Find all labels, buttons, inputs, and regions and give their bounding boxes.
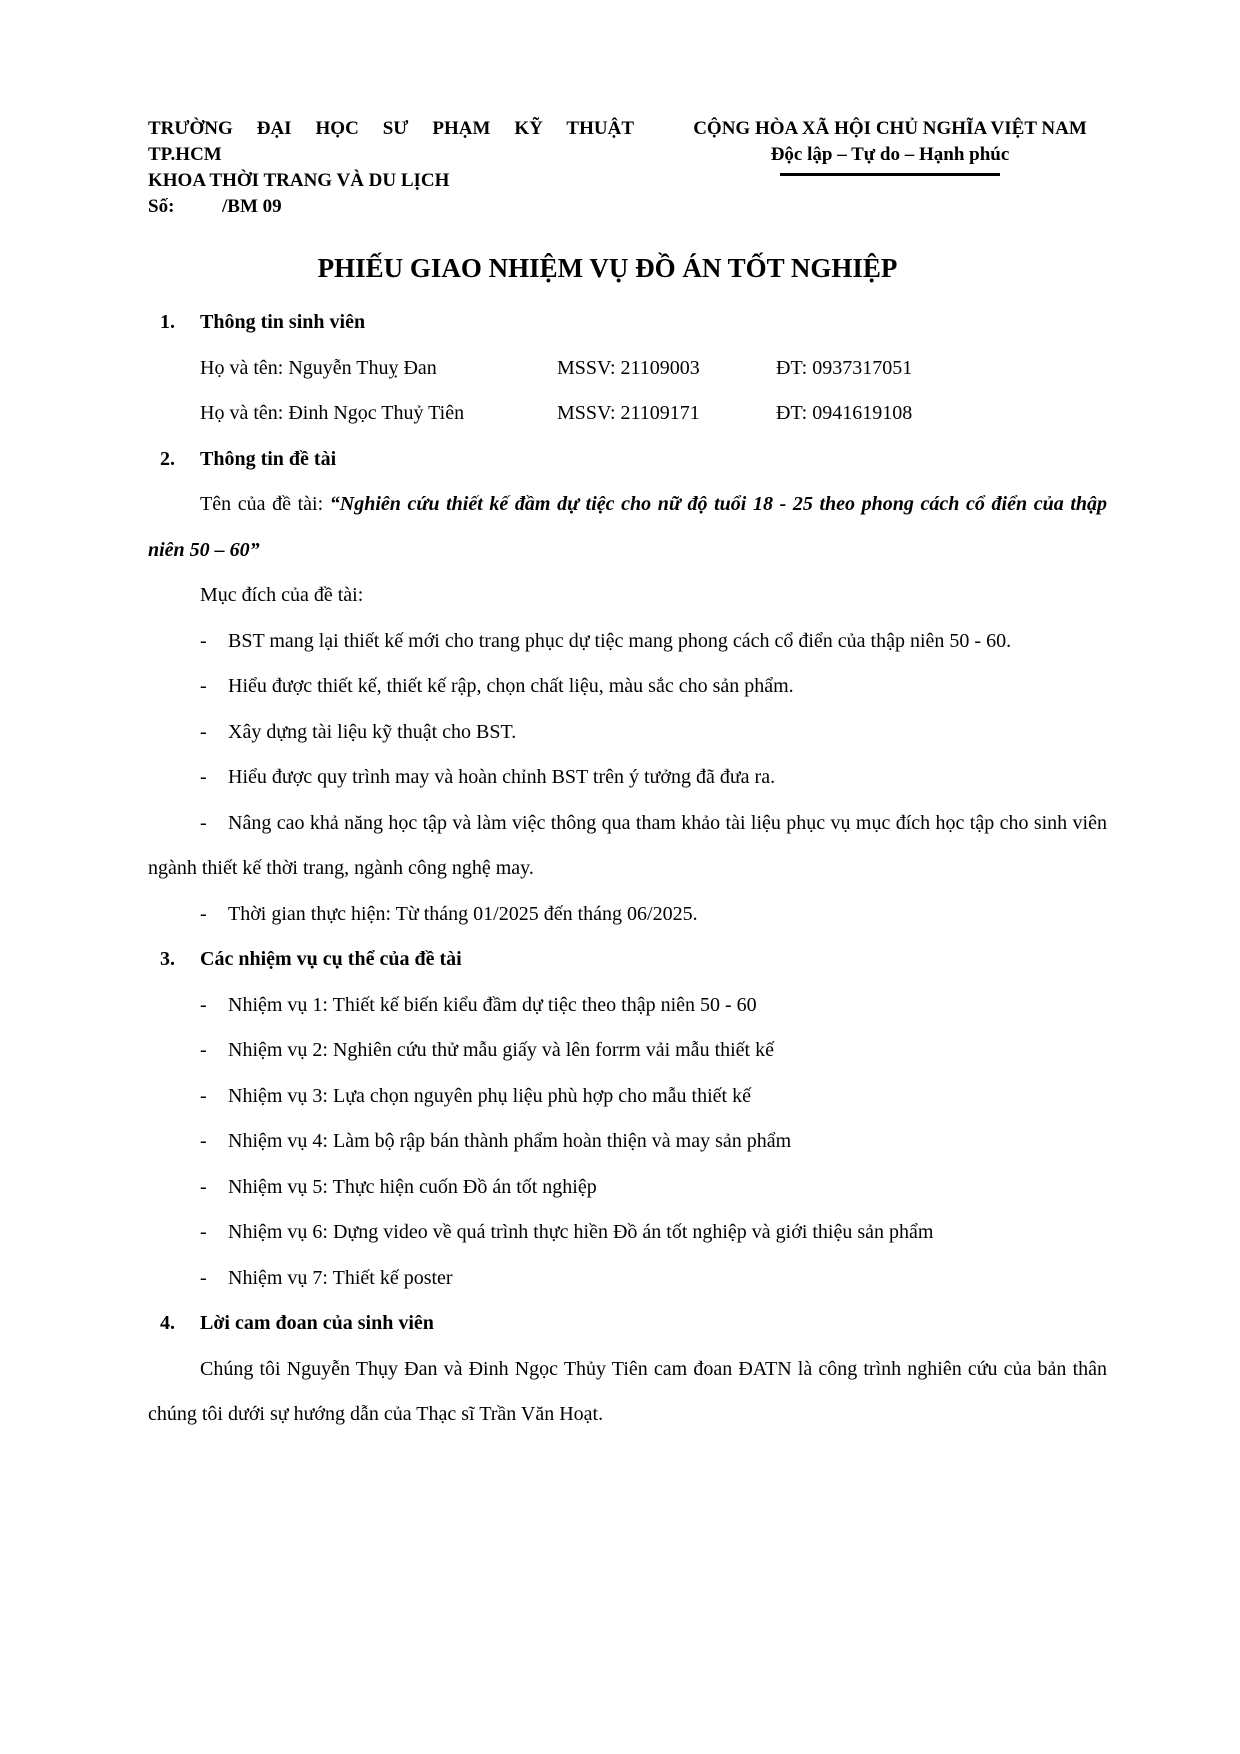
task-item-text: Nhiệm vụ 5: Thực hiện cuốn Đồ án tốt nghiệp [228, 1175, 597, 1198]
section3-number: 3. [160, 948, 175, 970]
bullet-dash: - [200, 993, 207, 1016]
task-item-text: Nhiệm vụ 1: Thiết kế biến kiểu đầm dự tiệc theo thập niên 50 - 60 [228, 993, 757, 1016]
university-name: TRƯỜNG ĐẠI HỌC SƯ PHẠM KỸ THUẬT [148, 118, 634, 139]
student-name-label: Họ và tên: [200, 356, 284, 379]
motto-underline [780, 173, 1000, 176]
task-item [148, 1210, 1107, 1256]
student-name-value: Đinh Ngọc Thuỷ Tiên [288, 402, 465, 424]
task-item-text: Nhiệm vụ 3: Lựa chọn nguyên phụ liệu phù hợp cho mẫu thiết kế [228, 1084, 751, 1107]
header-university-block [148, 116, 634, 220]
student-name [200, 391, 557, 437]
topic-paragraph [148, 482, 1107, 573]
bullet-dash: - [200, 902, 207, 925]
header-national-block [673, 116, 1107, 220]
student-phone-value: 0941619108 [812, 402, 913, 424]
bullet-dash: - [200, 1266, 207, 1289]
section1-number: 1. [160, 311, 175, 333]
section1-heading-label: Thông tin sinh viên [200, 311, 366, 333]
task-item [148, 1074, 1107, 1120]
student-row [148, 346, 1107, 392]
purpose-item [148, 619, 1107, 665]
task-item [148, 1028, 1107, 1074]
student-mssv [557, 391, 776, 437]
document-body [148, 300, 1107, 1438]
document-title: PHIẾU GIAO NHIỆM VỤ ĐỒ ÁN TỐT NGHIỆP [317, 253, 898, 283]
purpose-item-text: Hiểu được quy trình may và hoàn chỉnh BST trên ý tưởng đã đưa ra. [228, 766, 776, 788]
document-header [148, 116, 1107, 220]
faculty-name: KHOA THỜI TRANG VÀ DU LỊCH [148, 170, 450, 191]
section4-heading [148, 1301, 1107, 1347]
purpose-item-text: Nâng cao khả năng học tập và làm việc thông qua tham khảo tài liệu phục vụ mục đích học tập cho sinh viên ngành thiết kế thời trang, ngành công nghệ may. [148, 811, 1107, 879]
national-title: CỘNG HÒA XÃ HỘI CHỦ NGHĨA VIỆT NAM [693, 118, 1087, 139]
section2-number: 2. [160, 447, 175, 470]
section1-heading [148, 300, 1107, 346]
purpose-label: Mục đích của đề tài: [200, 584, 364, 606]
commitment-paragraph: Chúng tôi Nguyễn Thụy Đan và Đinh Ngọc Thủy Tiên cam đoan ĐATN là công trình nghiên cứu của bản thân chúng tôi dưới sự hướng dẫn của Thạc sĩ Trần Văn Hoạt. [148, 1357, 1107, 1425]
bullet-dash: - [200, 720, 207, 743]
student-phone-label: ĐT: [776, 356, 808, 379]
student-row [148, 391, 1107, 437]
task-item [148, 1119, 1107, 1165]
task-item [148, 1256, 1107, 1302]
topic-label: Tên của đề tài: [200, 493, 324, 515]
purpose-item-text: Thời gian thực hiện: Từ tháng 01/2025 đến tháng 06/2025. [228, 902, 698, 925]
university-city: TP.HCM [148, 144, 222, 165]
bullet-dash: - [200, 811, 207, 834]
student-phone [776, 402, 912, 424]
student-phone-value: 0937317051 [812, 356, 913, 379]
student-mssv-value: 21109171 [620, 402, 700, 424]
section2-heading-label: Thông tin đề tài [200, 447, 337, 470]
purpose-item [148, 755, 1107, 801]
student-mssv-label: MSSV: [557, 402, 616, 424]
task-item [148, 1165, 1107, 1211]
form-number-value: /BM 09 [222, 196, 282, 217]
task-item-text: Nhiệm vụ 4: Làm bộ rập bán thành phẩm hoàn thiện và may sản phẩm [228, 1130, 792, 1152]
student-phone-label: ĐT: [776, 402, 808, 424]
student-mssv-value: 21109003 [620, 356, 700, 379]
topic-title: “Nghiên cứu thiết kế đầm dự tiệc cho nữ độ tuổi 18 - 25 theo phong cách cổ điển của thập niên 50 – 60” [148, 493, 1108, 561]
student-name-value: Nguyễn Thuỵ Đan [288, 356, 437, 379]
purpose-item [148, 892, 1107, 938]
national-motto: Độc lập – Tự do – Hạnh phúc [770, 144, 1010, 165]
section2-heading [148, 437, 1107, 483]
bullet-dash: - [200, 1130, 207, 1152]
bullet-dash: - [200, 1084, 207, 1107]
student-mssv [557, 346, 776, 392]
bullet-dash: - [200, 766, 207, 788]
purpose-item [148, 710, 1107, 756]
student-name [200, 346, 557, 392]
bullet-dash: - [200, 629, 207, 652]
purpose-item [148, 664, 1107, 710]
bullet-dash: - [200, 1221, 207, 1243]
purpose-item-text: BST mang lại thiết kế mới cho trang phục dự tiệc mang phong cách cổ điển của thập niên 50 - 60. [228, 629, 1012, 652]
task-item-text: Nhiệm vụ 6: Dựng video về quá trình thực hiền Đồ án tốt nghiệp và giới thiệu sản phẩm [228, 1221, 934, 1243]
task-item-text: Nhiệm vụ 2: Nghiên cứu thử mẫu giấy và lên forrm vải mẫu thiết kế [228, 1039, 774, 1061]
student-mssv-label: MSSV: [557, 356, 616, 379]
student-name-label: Họ và tên: [200, 402, 284, 424]
purpose-item-text: Xây dựng tài liệu kỹ thuật cho BST. [228, 720, 517, 743]
form-number-label: Số: [148, 196, 175, 217]
purpose-item [148, 801, 1107, 892]
section4-heading-label: Lời cam đoan của sinh viên [200, 1312, 434, 1334]
section3-heading-label: Các nhiệm vụ cụ thể của đề tài [200, 948, 462, 970]
purpose-item-text: Hiểu được thiết kế, thiết kế rập, chọn chất liệu, màu sắc cho sản phẩm. [228, 675, 794, 697]
section3-heading [148, 937, 1107, 983]
form-number-line [148, 194, 634, 220]
document-content [148, 116, 1107, 1438]
bullet-dash: - [200, 1039, 207, 1061]
task-item-text: Nhiệm vụ 7: Thiết kế poster [228, 1266, 453, 1289]
bullet-dash: - [200, 1175, 207, 1198]
section4-number: 4. [160, 1312, 175, 1334]
bullet-dash: - [200, 675, 207, 697]
student-phone [776, 357, 912, 379]
task-item [148, 983, 1107, 1029]
